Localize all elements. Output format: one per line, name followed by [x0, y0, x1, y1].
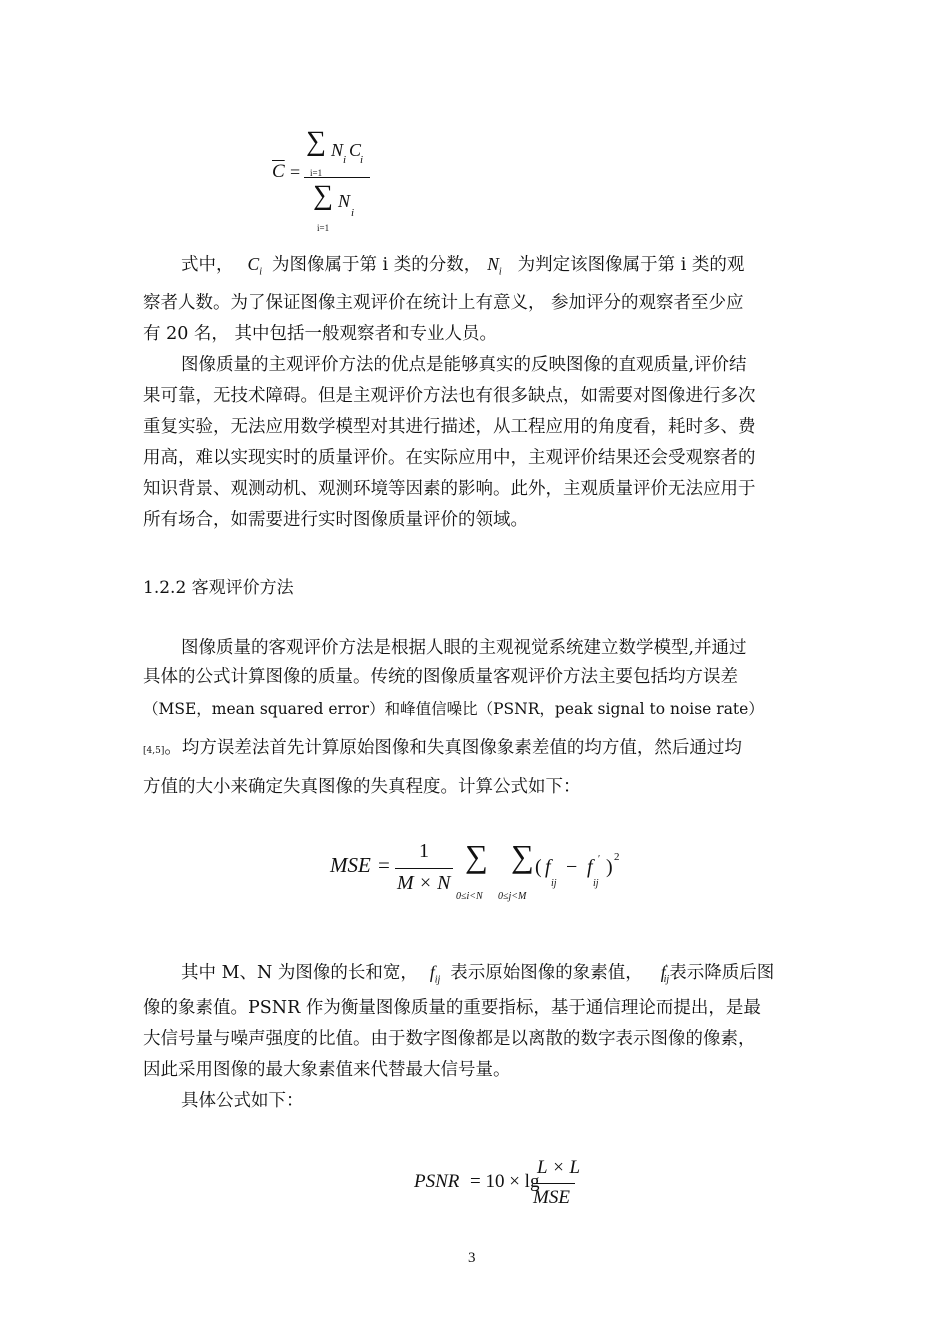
- para2-line: 知识背景、观测动机、观测环境等因素的影响。此外，主观质量评价无法应用于: [143, 479, 756, 499]
- var-n-sub: i: [498, 266, 502, 278]
- formula-c-num-c: C: [349, 140, 362, 160]
- formula-mse-sum2: ∑: [511, 838, 534, 874]
- formula-mse-f1: f: [545, 856, 551, 878]
- var-f-prime-ij-sub: ij: [663, 974, 670, 986]
- para2-line: 所有场合，如需要进行实时图像质量评价的领域。: [143, 510, 528, 530]
- formula-c-num-n: N: [331, 140, 344, 160]
- var-f-prime-mark: ′: [665, 963, 668, 973]
- formula-mse-close: ): [606, 856, 613, 878]
- formula-mse-lhs: MSE: [330, 853, 371, 877]
- para1-line3: 有 20 名， 其中包括一般观察者和专业人员。: [143, 324, 497, 344]
- para3-line5: 方值的大小来确定失真图像的失真程度。计算公式如下：: [143, 777, 581, 797]
- para3-line3: （MSE，mean squared error）和峰值信噪比（PSNR，peak signal to noise rate）: [143, 700, 764, 718]
- formula-psnr-lhs: PSNR: [414, 1171, 460, 1192]
- para1-line1-c: 为判定该图像属于第 i 类的观: [517, 255, 745, 275]
- formula-mse-f1-sub: ij: [551, 878, 557, 889]
- formula-psnr-num: L × L: [537, 1157, 581, 1178]
- para1-line1: [181, 252, 744, 285]
- para4-line1-a: 其中 M、N 为图像的长和宽，: [181, 962, 418, 983]
- para3-line1: 图像质量的客观评价方法是根据人眼的主观视觉系统建立数学模型,并通过: [181, 638, 747, 658]
- citation-ref: [4,5]: [143, 746, 165, 756]
- para3-line4-text: 。均方误差法首先计算原始图像和失真图像象素差值的均方值，然后通过均: [164, 738, 742, 758]
- formula-mse-sum1: ∑: [465, 838, 488, 874]
- para2-line: 用高，难以实现实时的质量评价。在实际应用中，主观评价结果还会受观察者的: [143, 448, 756, 468]
- formula-c-den-lower: i=1: [317, 223, 330, 233]
- formula-psnr-den: MSE: [533, 1187, 570, 1208]
- formula-c-num-n-sub: i: [343, 154, 347, 166]
- para1-line2: 察者人数。为了保证图像主观评价在统计上有意义， 参加评分的观察者至少应: [143, 293, 744, 313]
- page-number: 3: [468, 1250, 476, 1266]
- formula-mse-sub1: 0≤i<N: [456, 891, 483, 902]
- formula-mse-eq: =: [378, 853, 390, 877]
- section-heading: 1.2.2 客观评价方法: [143, 578, 294, 598]
- formula-c-den-n: N: [338, 191, 351, 211]
- formula-mse-f2-prime: ′: [598, 854, 601, 865]
- formula-c-den-n-sub: i: [351, 207, 355, 219]
- formula-mse-sub2: 0≤j<M: [498, 891, 527, 902]
- para4-line2: 像的象素值。PSNR 作为衡量图像质量的重要指标，基于通信理论而提出，是最: [143, 998, 761, 1018]
- para4-line1-b: 表示原始图像的象素值，: [450, 962, 643, 983]
- formula-c-fraction-bar: [304, 177, 370, 178]
- formula-c-lhs: $\overline{C}$: [272, 161, 285, 182]
- para4-line1-c: 表示降质后图: [669, 962, 775, 983]
- formula-c-num-c-sub: i: [360, 154, 364, 166]
- formula-c-num-sum: ∑: [306, 126, 326, 157]
- para2-line: 重复实验，无法应用数学模型对其进行描述，从工程应用的角度看，耗时多、费: [143, 417, 756, 437]
- para4-line5: 具体公式如下：: [181, 1091, 304, 1111]
- formula-mse-power: 2: [614, 851, 620, 863]
- para1-line1-b: 为图像属于第 i 类的分数，: [271, 255, 482, 275]
- formula-mse-f2-sub: ij: [593, 878, 599, 889]
- para1-line1-a: 式中，: [181, 255, 234, 275]
- formula-mse-fraction-bar: [395, 868, 453, 869]
- var-n: N: [487, 254, 499, 274]
- formula-mse-minus: −: [566, 856, 578, 878]
- var-f-ij-sub: ij: [434, 974, 441, 986]
- formula-psnr-fraction-bar: [533, 1183, 575, 1184]
- para4-line3: 大信号量与噪声强度的比值。由于数字图像都是以离散的数字表示图像的像素，: [143, 1029, 756, 1049]
- formula-c-den-sum: ∑: [313, 180, 333, 211]
- var-c-sub: i: [259, 266, 262, 278]
- para4-line4: 因此采用图像的最大象素值来代替最大信号量。: [143, 1060, 511, 1080]
- formula-psnr-eq: = 10 × lg: [470, 1171, 540, 1192]
- para2-line: 果可靠，无技术障碍。但是主观评价方法也有很多缺点，如需要对图像进行多次: [143, 386, 756, 406]
- formula-mse-num: 1: [419, 840, 429, 862]
- var-f-ij: f: [429, 961, 435, 982]
- formula-c-num-lower: i=1: [310, 168, 323, 178]
- para2-line: 图像质量的主观评价方法的优点是能够真实的反映图像的直观质量,评价结: [181, 355, 747, 375]
- formula-mse-f2: f: [587, 856, 593, 878]
- formula-mse-den: M × N: [397, 872, 451, 894]
- var-f-prime-ij: f: [660, 961, 666, 982]
- formula-mse-open: (: [535, 856, 542, 878]
- para3-line2: 具体的公式计算图像的质量。传统的图像质量客观评价方法主要包括均方误差: [143, 667, 738, 687]
- para4-line1: [181, 956, 774, 992]
- var-c: C: [247, 254, 260, 274]
- para3-line4: [143, 736, 742, 763]
- formula-c-eq: =: [290, 162, 301, 182]
